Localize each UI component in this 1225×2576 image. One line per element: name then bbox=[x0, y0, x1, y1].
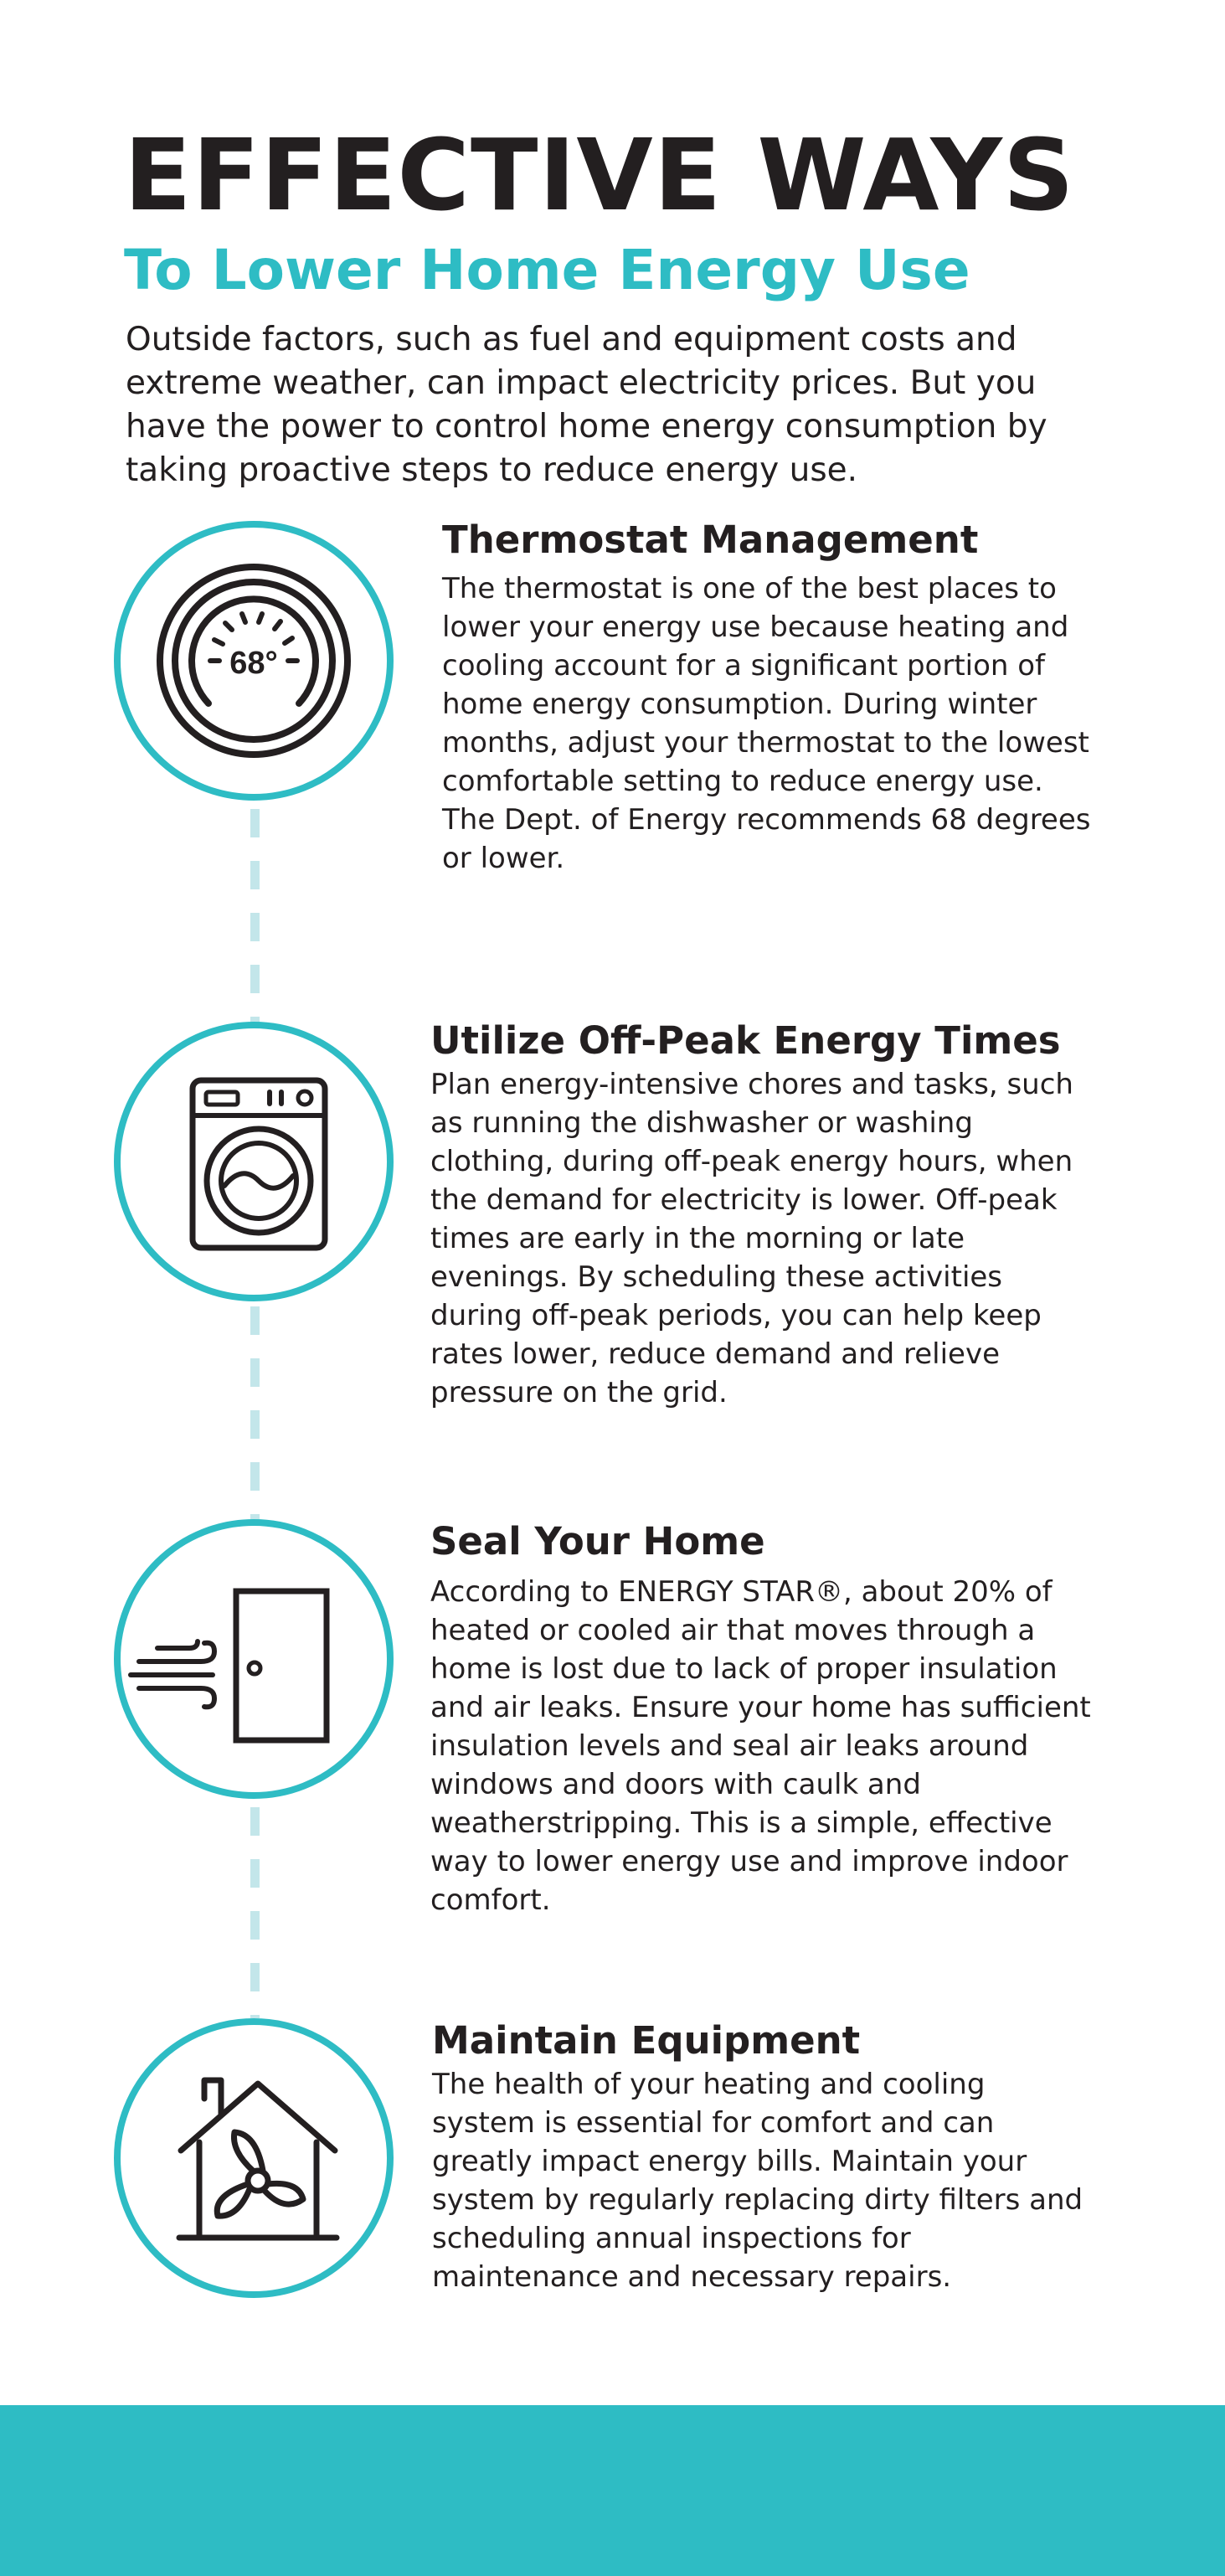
section-title-thermostat: Thermostat Management bbox=[442, 518, 979, 562]
section-body-maintain: The health of your heating and cooling system is essential for comfort and can greatly impact energy bills. Maintain your system by regularly replacing dirty filters and scheduling annual inspections for maintenance and necessary repairs. bbox=[432, 2068, 1083, 2294]
connector-line-3 bbox=[250, 1807, 260, 2018]
thermostat-reading: 68° bbox=[229, 646, 278, 681]
thermostat-icon bbox=[121, 528, 387, 794]
page-subtitle: To Lower Home Energy Use bbox=[124, 238, 970, 302]
intro-paragraph: Outside factors, such as fuel and equipment costs and extreme weather, can impact electricity prices. But you have the power to control home energy consumption by taking proactive steps to reduce energy use. bbox=[126, 321, 1047, 489]
washing-machine-circle bbox=[114, 1022, 394, 1301]
section-title-maintain: Maintain Equipment bbox=[432, 2018, 861, 2063]
section-body-off-peak: Plan energy-intensive chores and tasks, such as running the dishwasher or washing clothing, during off-peak energy hours, when the demand for electricity is lower. Off-peak times are early in the morning or late evenings. By scheduling these activities during off-peak periods, you can help keep rates lower, reduce demand and relieve pressure on the grid. bbox=[430, 1068, 1073, 1409]
door-draft-icon bbox=[121, 1526, 387, 1792]
thermostat-circle bbox=[114, 521, 394, 801]
house-fan-icon bbox=[121, 2025, 387, 2291]
section-title-off-peak: Utilize Off-Peak Energy Times bbox=[430, 1018, 1061, 1063]
footer-band bbox=[0, 2405, 1225, 2576]
section-title-seal-home: Seal Your Home bbox=[430, 1519, 765, 1564]
connector-line-1 bbox=[250, 809, 260, 1025]
connector-line-2 bbox=[250, 1306, 260, 1528]
seal-home-circle bbox=[114, 1519, 394, 1799]
section-body-seal-home: According to ENERGY STAR®, about 20% of heated or cooled air that moves through a home is lost due to lack of proper insulation and air leaks. Ensure your home has sufficient insulation levels and seal air leaks around windows and doors with caulk and weatherstripping. This is a simple, effective way to lower energy use and improve indoor comfort. bbox=[430, 1575, 1091, 1917]
section-body-thermostat: The thermostat is one of the best places to lower your energy use because heating and cooling account for a significant portion of home energy consumption. During winter months, adjust your thermostat to the lowest comfortable setting to reduce energy use. The Dept. of Energy recommends 68 degrees or lower. bbox=[442, 572, 1091, 875]
maintain-equipment-circle bbox=[114, 2018, 394, 2298]
page-title: EFFECTIVE WAYS bbox=[124, 117, 1075, 233]
washing-machine-icon bbox=[121, 1028, 387, 1295]
